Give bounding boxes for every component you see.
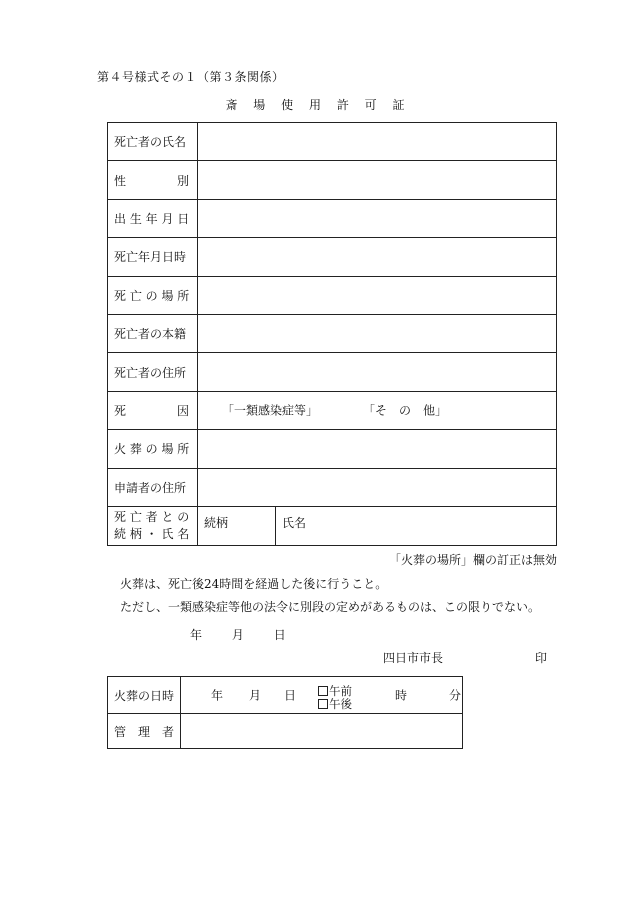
row-domicile [108, 314, 557, 352]
field-relationship[interactable]: 続柄 [198, 507, 276, 545]
issue-year: 年 [190, 628, 203, 642]
issue-month: 月 [231, 628, 244, 642]
row-applicant-address [108, 468, 557, 506]
cremation-day[interactable]: 日 [284, 688, 297, 703]
label-manager: 管 理 者 [108, 714, 181, 749]
field-applicant-address[interactable] [198, 468, 557, 506]
field-cremation-datetime [181, 677, 463, 714]
cause-option-infectious[interactable]: 「一類感染症等」 [222, 403, 319, 418]
label-domicile: 死亡者の本籍 [108, 314, 198, 352]
label-deceased-name: 死亡者の氏名 [108, 123, 198, 161]
cremation-minute[interactable]: 分 [449, 688, 462, 703]
field-deceased-name[interactable] [198, 123, 557, 161]
title-char: 斎 [225, 98, 238, 112]
label-cremation-datetime: 火葬の日時 [108, 677, 181, 714]
label-sex-part: 別 [176, 173, 189, 188]
title-char: 使 [281, 98, 294, 112]
title-char: 許 [336, 98, 349, 112]
row-death-datetime [108, 238, 557, 276]
field-death-datetime[interactable] [198, 238, 557, 276]
field-deceased-address[interactable] [198, 353, 557, 391]
field-birth-date[interactable] [198, 199, 557, 237]
checkbox-icon[interactable] [318, 686, 328, 696]
label-death-place: 死 亡 の 場 所 [108, 276, 198, 314]
row-deceased-address [108, 353, 557, 391]
label-cremation-place: 火 葬 の 場 所 [108, 430, 198, 468]
field-cause [198, 391, 557, 429]
ampm-options [318, 685, 352, 711]
label-cause [108, 391, 198, 429]
field-cremation-place[interactable] [198, 430, 557, 468]
issuer-mayor: 四日市市長 [383, 651, 444, 665]
row-cause [108, 391, 557, 429]
field-death-place[interactable] [198, 276, 557, 314]
cause-option-other[interactable]: 「そ の 他」 [363, 403, 448, 418]
label-relation-line: 死 亡 者 と の [114, 509, 190, 524]
label-relation [108, 506, 198, 545]
cremation-hour[interactable]: 時 [395, 688, 408, 703]
cremation-year[interactable]: 年 [211, 688, 224, 703]
title-char: 証 [392, 98, 405, 112]
label-birth-date: 出 生 年 月 日 [108, 199, 198, 237]
label-deceased-address: 死亡者の住所 [108, 353, 198, 391]
pm-label: 午後 [329, 697, 352, 711]
am-label: 午前 [329, 684, 352, 698]
row-manager [108, 714, 463, 749]
label-sex-part: 性 [114, 173, 127, 188]
label-relation-line: 続 柄 ・ 氏 名 [114, 526, 190, 541]
cremation-table [107, 676, 463, 749]
label-cause-part: 死 [114, 403, 127, 418]
page-title [0, 96, 630, 113]
row-cremation-datetime [108, 677, 463, 714]
row-sex [108, 161, 557, 199]
label-applicant-address: 申請者の住所 [108, 468, 198, 506]
correction-note: 「火葬の場所」欄の訂正は無効 [388, 553, 557, 567]
row-relation [108, 506, 557, 545]
cremation-month[interactable]: 月 [249, 688, 262, 703]
field-domicile[interactable] [198, 314, 557, 352]
issue-date [190, 626, 286, 643]
field-relation [198, 506, 557, 545]
row-cremation-place [108, 430, 557, 468]
label-death-datetime: 死亡年月日時 [108, 238, 198, 276]
field-manager[interactable] [181, 714, 463, 749]
issue-day: 日 [273, 628, 286, 642]
permit-table [107, 122, 557, 546]
exception-text: ただし、一類感染症等他の法令に別段の定めがあるものは、この限りでない。 [120, 600, 541, 614]
checkbox-icon[interactable] [318, 699, 328, 709]
title-char: 場 [253, 98, 266, 112]
row-deceased-name [108, 123, 557, 161]
row-death-place [108, 276, 557, 314]
field-sex[interactable] [198, 161, 557, 199]
title-char: 用 [308, 98, 321, 112]
label-sex [108, 161, 198, 199]
title-char: 可 [364, 98, 377, 112]
form-number: 第４号様式その１（第３条関係） [97, 70, 285, 84]
seal-mark: 印 [535, 651, 548, 665]
field-applicant-name[interactable]: 氏名 [282, 515, 307, 530]
instruction-text: 火葬は、死亡後24時間を経過した後に行うこと。 [120, 577, 388, 591]
pm-option[interactable] [318, 698, 352, 711]
row-birth-date [108, 199, 557, 237]
label-cause-part: 因 [176, 403, 189, 418]
